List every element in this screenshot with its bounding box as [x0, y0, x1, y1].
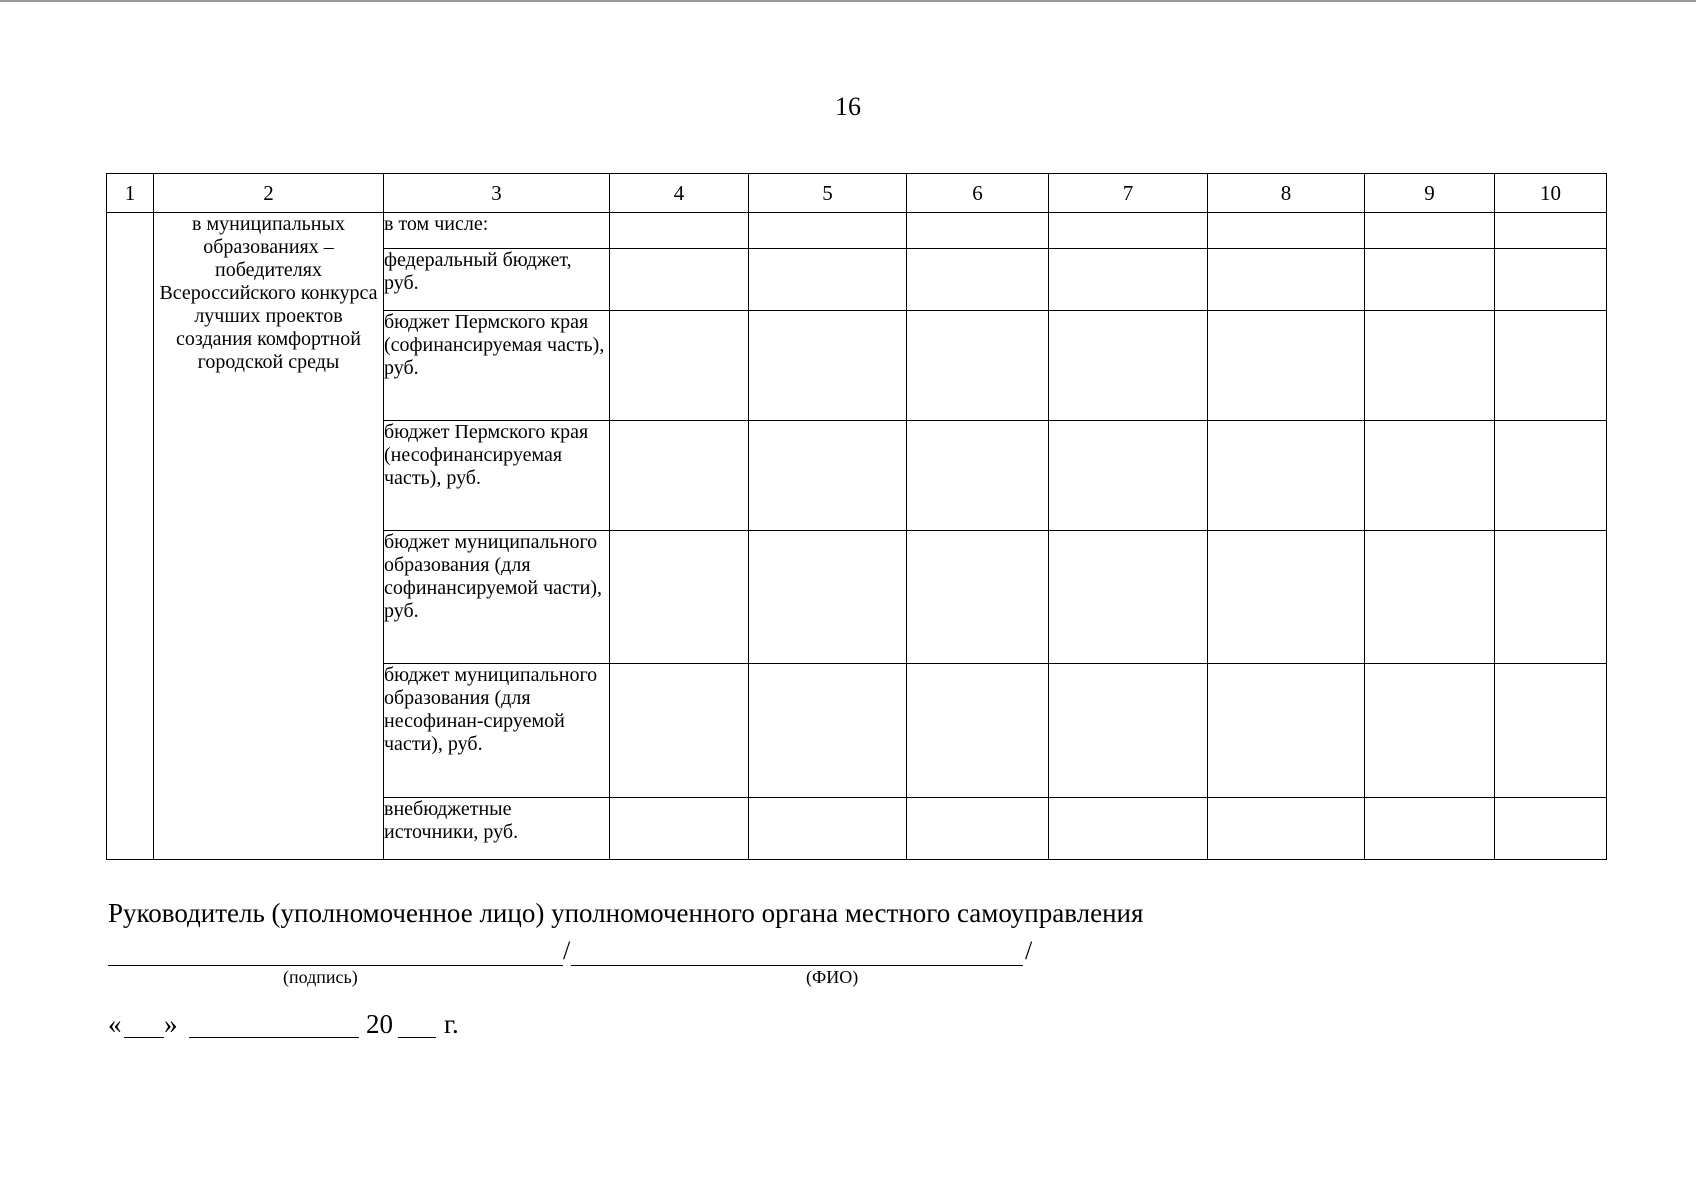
value-cell — [1208, 798, 1365, 860]
value-cell — [749, 421, 907, 531]
row-label: бюджет муниципального образования (для софинансируемой части), руб. — [384, 531, 610, 664]
date-open-quote: « — [108, 1009, 122, 1039]
name-caption: (ФИО) — [806, 967, 859, 987]
signature-title: Руководитель (уполномоченное лицо) уполномоченного органа местного самоуправления — [108, 898, 1144, 928]
slash-separator: / — [1025, 936, 1033, 965]
table-row — [107, 213, 1607, 249]
day-line — [124, 1037, 164, 1038]
value-cell — [1365, 213, 1495, 249]
value-cell — [1049, 421, 1208, 531]
value-cell — [1365, 311, 1495, 421]
budget-table — [106, 173, 1607, 860]
name-line — [571, 965, 1023, 966]
value-cell — [1208, 311, 1365, 421]
page-number: 16 — [835, 92, 861, 121]
column-header: 10 — [1495, 174, 1607, 213]
value-cell — [610, 311, 749, 421]
value-cell — [1049, 531, 1208, 664]
column-header: 3 — [384, 174, 610, 213]
slash-separator: / — [563, 936, 571, 965]
value-cell — [1365, 531, 1495, 664]
year-line — [398, 1037, 436, 1038]
row-number-cell — [107, 213, 154, 860]
row-label: бюджет Пермского края (софинансируемая часть), руб. — [384, 311, 610, 421]
header-row — [107, 174, 1607, 213]
value-cell — [749, 213, 907, 249]
month-line — [189, 1037, 359, 1038]
row-label: бюджет муниципального образования (для несофинан-сируемой части), руб. — [384, 664, 610, 798]
column-header: 9 — [1365, 174, 1495, 213]
date-close-quote: » — [164, 1009, 178, 1039]
row-label: федеральный бюджет, руб. — [384, 249, 610, 311]
column-header: 5 — [749, 174, 907, 213]
value-cell — [1365, 421, 1495, 531]
row-label: в том числе: — [384, 213, 610, 249]
value-cell — [610, 213, 749, 249]
value-cell — [1495, 798, 1607, 860]
column-header: 7 — [1049, 174, 1208, 213]
value-cell — [1049, 249, 1208, 311]
value-cell — [1208, 664, 1365, 798]
value-cell — [610, 531, 749, 664]
signature-caption: (подпись) — [283, 967, 358, 987]
value-cell — [1049, 311, 1208, 421]
value-cell — [1495, 249, 1607, 311]
value-cell — [1365, 664, 1495, 798]
value-cell — [1365, 249, 1495, 311]
value-cell — [907, 249, 1049, 311]
value-cell — [1495, 311, 1607, 421]
value-cell — [610, 249, 749, 311]
value-cell — [749, 531, 907, 664]
year-prefix: 20 — [366, 1009, 393, 1039]
value-cell — [749, 798, 907, 860]
value-cell — [907, 311, 1049, 421]
value-cell — [1208, 421, 1365, 531]
value-cell — [907, 213, 1049, 249]
value-cell — [610, 421, 749, 531]
value-cell — [1049, 798, 1208, 860]
column-header: 4 — [610, 174, 749, 213]
row-label: внебюджетные источники, руб. — [384, 798, 610, 860]
value-cell — [1495, 213, 1607, 249]
value-cell — [749, 249, 907, 311]
column-header: 6 — [907, 174, 1049, 213]
value-cell — [1495, 421, 1607, 531]
value-cell — [1208, 249, 1365, 311]
value-cell — [749, 311, 907, 421]
value-cell — [907, 531, 1049, 664]
signature-line — [108, 965, 563, 966]
value-cell — [1049, 664, 1208, 798]
year-suffix: г. — [444, 1009, 459, 1039]
column-header: 8 — [1208, 174, 1365, 213]
value-cell — [1495, 664, 1607, 798]
value-cell — [610, 798, 749, 860]
value-cell — [1495, 531, 1607, 664]
value-cell — [749, 664, 907, 798]
value-cell — [1208, 213, 1365, 249]
value-cell — [1049, 213, 1208, 249]
value-cell — [1208, 531, 1365, 664]
value-cell — [907, 421, 1049, 531]
group-description: в муниципальных образованиях – победителях Всероссийского конкурса лучших проектов создания комфортной городской среды — [154, 213, 384, 860]
row-label: бюджет Пермского края (несофинансируемая часть), руб. — [384, 421, 610, 531]
value-cell — [907, 798, 1049, 860]
value-cell — [1365, 798, 1495, 860]
column-header: 1 — [107, 174, 154, 213]
scan-edge — [0, 0, 1696, 2]
value-cell — [610, 664, 749, 798]
column-header: 2 — [154, 174, 384, 213]
value-cell — [907, 664, 1049, 798]
